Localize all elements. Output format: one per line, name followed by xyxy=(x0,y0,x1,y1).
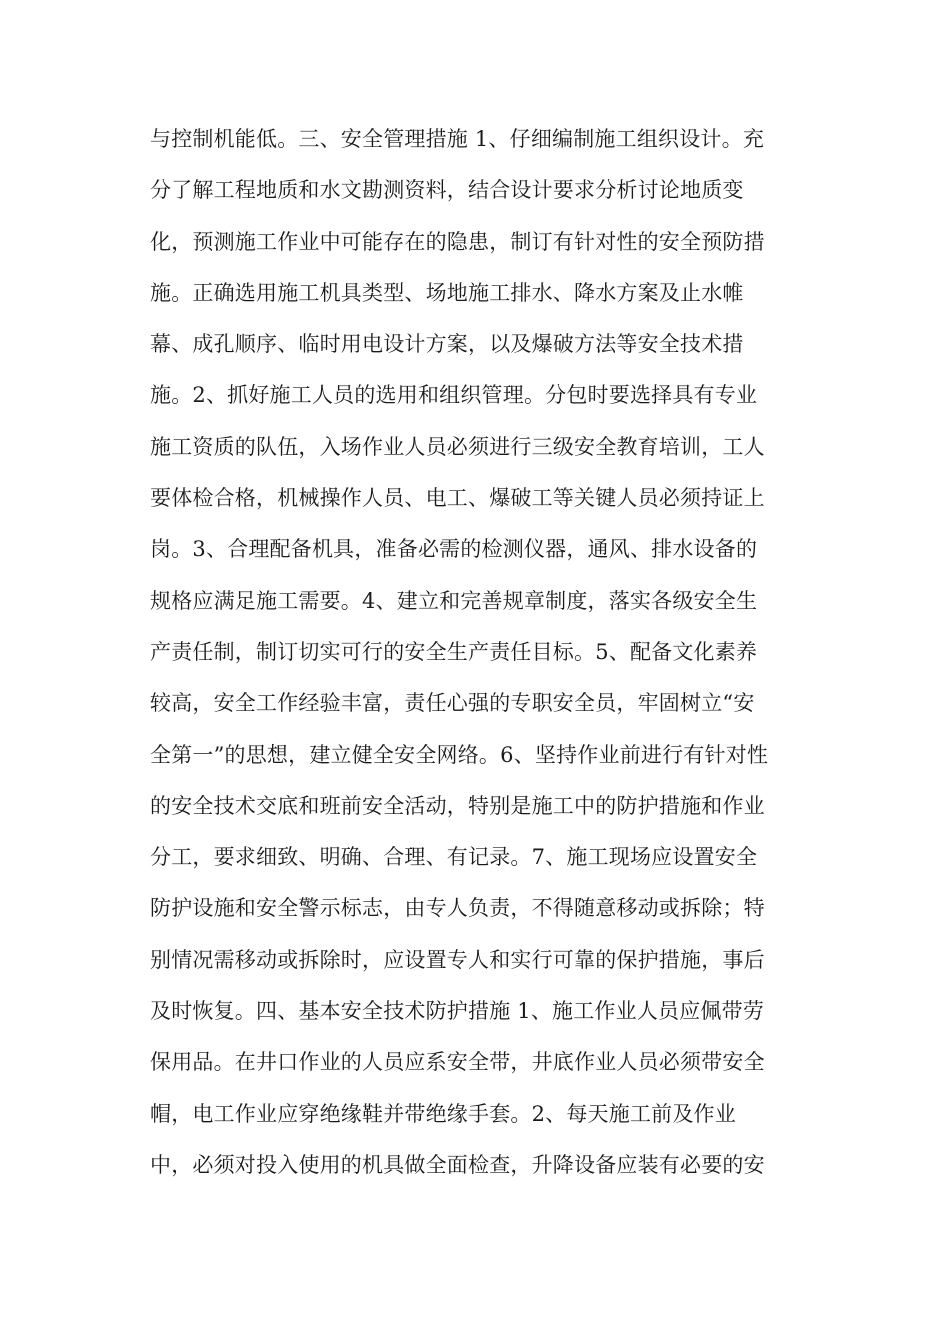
body-text xyxy=(150,118,810,1195)
text-line: 施工资质的队伍，入场作业人员必须进行三级安全教育培训，工人 xyxy=(150,434,765,459)
text-line: 化，预测施工作业中可能存在的隐患，制订有针对性的安全预防措 xyxy=(150,229,765,254)
text-line: 与控制机能低。三、安全管理措施 1、仔细编制施工组织设计。充 xyxy=(150,127,765,151)
text-line: 帽，电工作业应穿绝缘鞋并带绝缘手套。2、每天施工前及作业 xyxy=(150,1101,736,1126)
text-line: 分了解工程地质和水文勘测资料，结合设计要求分析讨论地质变 xyxy=(150,178,744,203)
text-line: 施。2、抓好施工人员的选用和组织管理。分包时要选择具有专业 xyxy=(150,383,758,408)
text-line: 产责任制，制订切实可行的安全生产责任目标。5、配备文化素养 xyxy=(150,639,758,664)
text-line: 施。正确选用施工机具类型、场地施工排水、降水方案及止水帷 xyxy=(150,280,744,305)
text-line: 防护设施和安全警示标志，由专人负责，不得随意移动或拆除；特 xyxy=(150,896,765,921)
text-line: 规格应满足施工需要。4、建立和完善规章制度，落实各级安全生 xyxy=(150,588,758,613)
text-line: 中，必须对投入使用的机具做全面检查，升降设备应装有必要的安 xyxy=(150,1152,765,1177)
text-line: 及时恢复。四、基本安全技术防护措施 1、施工作业人员应佩带劳 xyxy=(150,999,765,1024)
text-line: 要体检合格，机械操作人员、电工、爆破工等关键人员必须持证上 xyxy=(150,486,765,511)
text-line: 分工，要求细致、明确、合理、有记录。7、施工现场应设置安全 xyxy=(150,845,758,870)
text-line: 别情况需移动或拆除时，应设置专人和实行可靠的保护措施，事后 xyxy=(150,947,765,972)
text-line: 保用品。在井口作业的人员应系安全带，井底作业人员必须带安全 xyxy=(150,1050,765,1075)
text-line: 岗。3、合理配备机具，准备必需的检测仪器，通风、排水设备的 xyxy=(150,537,758,562)
text-line: 的安全技术交底和班前安全活动，特别是施工中的防护措施和作业 xyxy=(150,793,765,818)
text-line: 幕、成孔顺序、临时用电设计方案，以及爆破方法等安全技术措 xyxy=(150,332,744,357)
text-line: 全第一”的思想，建立健全安全网络。6、坚持作业前进行有针对性 xyxy=(150,742,769,767)
text-line: 较高，安全工作经验丰富，责任心强的专职安全员，牢固树立“安 xyxy=(150,691,755,716)
